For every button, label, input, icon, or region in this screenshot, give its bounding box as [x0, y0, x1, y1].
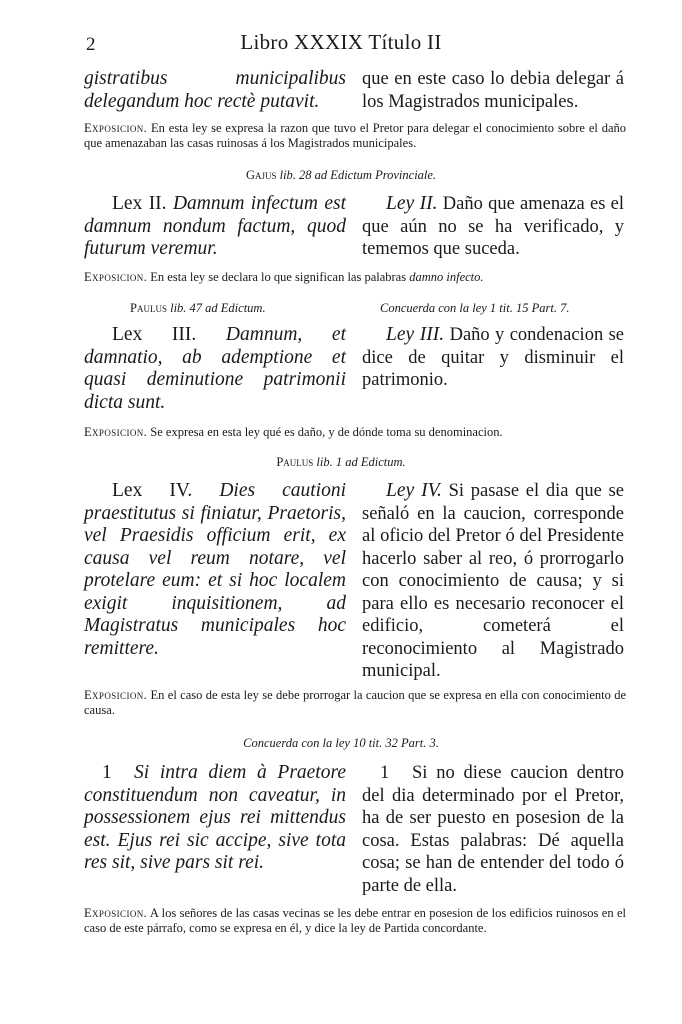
para-1-spanish-text: Si no diese caucion dentro del dia determinado por el Pretor, ha de ser puesto en posesion de la cosa. Estas palabras: Dé aquella cosa; se han de entender del todo ó parte de ella.: [362, 763, 624, 896]
para-1-spanish: [362, 762, 624, 897]
para-1-number: 1: [380, 763, 390, 783]
lex-2-label: Lex II.: [112, 193, 167, 214]
exposicion-label: Exposicion.: [84, 121, 148, 135]
exposicion-label: Exposicion.: [84, 270, 148, 284]
exposicion-label: Exposicion.: [84, 688, 148, 702]
lex-2-spanish: [362, 193, 624, 261]
source-ref: lib. 47 ad Edictum.: [170, 301, 266, 315]
source-paulus-1: [0, 455, 682, 470]
source-author: Paulus: [130, 301, 167, 315]
exposicion-text: A los señores de las casas vecinas se les debe entrar en posesion de los edificios ruinosos en el caso de este párrafo, como se expresa en él, y dice la ley de Partida concordante.: [84, 906, 626, 935]
lex-4-label: Lex IV.: [112, 480, 193, 501]
lex-2-latin-text: Damnum infectum est damnum nondum factum, quod futurum veremur.: [84, 193, 346, 259]
exposicion-5: [84, 906, 626, 935]
concordance-2: Concuerda con la ley 1 tit. 15 Part. 7.: [380, 301, 570, 315]
exposicion-4: [84, 688, 626, 717]
ley-3-text: Daño y condenacion se dice de quitar y disminuir el patrimonio.: [362, 325, 625, 390]
source-ref: lib. 28 ad Edictum Provinciale.: [279, 168, 437, 182]
concordance-4: Concuerda con la ley 10 tit. 32 Part. 3.: [243, 736, 439, 750]
source-author: Gajus: [245, 168, 277, 182]
ley-2-label: Ley II.: [386, 193, 438, 214]
exposicion-1: [84, 121, 626, 150]
lex-4-latin: [84, 480, 346, 660]
ley-3-label: Ley III.: [386, 324, 445, 345]
source-gajus: [0, 168, 682, 183]
source-ref: lib. 1 ad Edictum.: [316, 455, 406, 469]
exposicion-text: En esta ley se expresa la razon que tuvo el Pretor para delegar el conocimiento sobre el daño que amenazaban las casas ruinosas á los Magistrados municipales.: [84, 121, 626, 150]
lex-3-spanish: [362, 324, 624, 392]
latin-continuation: gistratibus municipalibus delegandum hoc rectè putavit.: [84, 68, 346, 112]
ley-2-text: Daño que amenaza es el que aún no se ha verificado, y tememos que suceda.: [362, 194, 624, 259]
lex-4-latin-text: Dies cautioni praestitutus si finiatur, Praetoris, vel Praesidis officium erit, ex causa vel reum notare, vel protelare eum: et si hoc localem exigit inquisitionem, ad Magistratus municipales hoc remittere.: [84, 480, 346, 659]
lex-2-latin: [84, 193, 346, 261]
source-paulus-47: [130, 301, 266, 316]
page-number: 2: [86, 34, 96, 55]
exposicion-italic: damno infecto.: [409, 270, 484, 284]
para-1-number: 1: [102, 762, 112, 783]
lex-4-spanish: [362, 480, 624, 683]
exposicion-text: En el caso de esta ley se debe prorrogar la caucion que se expresa en ella con conocimiento de causa.: [84, 688, 626, 717]
running-head: Libro XXXIX Título II: [240, 30, 442, 54]
exposicion-label: Exposicion.: [84, 906, 148, 920]
spanish-continuation: que en este caso lo debia delegar á los Magistrados municipales.: [362, 69, 624, 112]
exposicion-2: [84, 270, 626, 285]
lex-3-latin: [84, 324, 346, 414]
exposicion-text: Se expresa en esta ley qué es daño, y de dónde toma su denominacion.: [150, 425, 503, 439]
ley-4-text: Si pasase el dia que se señaló en la caucion, corresponde al oficio del Pretor ó del Presidente hacerlo saber al reo, ó prorrogarlo con conocimiento de causa; y si para ello es necesario reconocer el edificio, cometerá el reconocimiento al Magistrado municipal.: [362, 481, 624, 681]
exposicion-text: En esta ley se declara lo que significan las palabras: [150, 270, 407, 284]
ley-4-label: Ley IV.: [386, 480, 442, 501]
para-1-latin: [84, 762, 346, 875]
lex-3-label: Lex III.: [112, 324, 197, 345]
source-author: Paulus: [276, 455, 314, 469]
lex-3-latin-text: Damnum, et damnatio, ab ademptione et quasi deminutione patrimonii dicta sunt.: [84, 324, 346, 413]
exposicion-3: [84, 425, 626, 440]
para-1-latin-text: Si intra diem à Praetore constituendum non caveatur, in possessionem ejus rei mittendus est. Ejus rei sic accipe, sive tota res sit, sive pars sit rei.: [84, 762, 346, 873]
exposicion-label: Exposicion.: [84, 425, 148, 439]
